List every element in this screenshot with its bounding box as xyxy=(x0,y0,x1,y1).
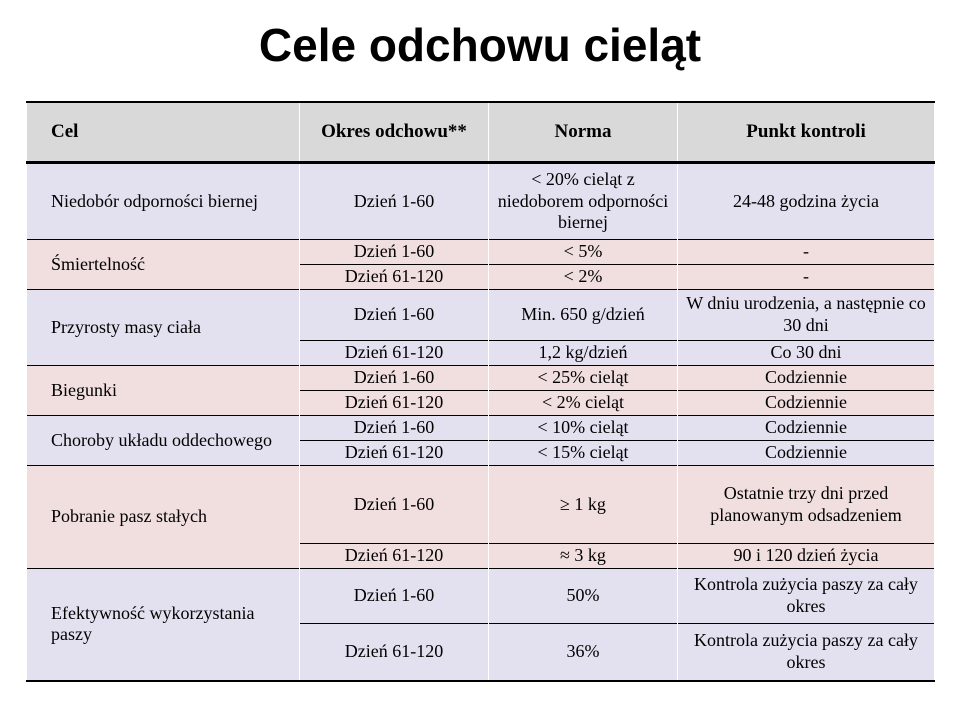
checkpoint-cell: Codziennie xyxy=(678,416,935,441)
period-cell: Dzień 61-120 xyxy=(300,265,489,290)
norm-cell: 1,2 kg/dzień xyxy=(489,341,678,366)
norm-cell: < 2% cieląt xyxy=(489,391,678,416)
norm-cell: < 5% xyxy=(489,240,678,265)
norm-cell: < 10% cieląt xyxy=(489,416,678,441)
header-norm: Norma xyxy=(489,102,678,163)
period-cell: Dzień 1-60 xyxy=(300,466,489,544)
header-checkpoint: Punkt kontroli xyxy=(678,102,935,163)
checkpoint-cell: Codziennie xyxy=(678,391,935,416)
checkpoint-cell: Codziennie xyxy=(678,366,935,391)
checkpoint-cell: 90 i 120 dzień życia xyxy=(678,544,935,569)
norm-cell: ≥ 1 kg xyxy=(489,466,678,544)
period-cell: Dzień 1-60 xyxy=(300,366,489,391)
checkpoint-cell: - xyxy=(678,240,935,265)
table-row xyxy=(27,569,935,624)
period-cell: Dzień 1-60 xyxy=(300,163,489,240)
period-cell: Dzień 61-120 xyxy=(300,624,489,681)
period-cell: Dzień 61-120 xyxy=(300,544,489,569)
period-cell: Dzień 1-60 xyxy=(300,416,489,441)
norm-cell: ≈ 3 kg xyxy=(489,544,678,569)
goal-cell: Przyrosty masy ciała xyxy=(27,290,300,366)
checkpoint-cell: Codziennie xyxy=(678,441,935,466)
checkpoint-cell: Kontrola zużycia paszy za cały okres xyxy=(678,624,935,681)
norm-cell: < 15% cieląt xyxy=(489,441,678,466)
table-row xyxy=(27,466,935,544)
table-row xyxy=(27,290,935,341)
norm-cell: Min. 650 g/dzień xyxy=(489,290,678,341)
norm-cell: < 2% xyxy=(489,265,678,290)
table-row xyxy=(27,416,935,441)
checkpoint-cell: W dniu urodzenia, a następnie co 30 dni xyxy=(678,290,935,341)
checkpoint-cell: Kontrola zużycia paszy za cały okres xyxy=(678,569,935,624)
period-cell: Dzień 61-120 xyxy=(300,391,489,416)
period-cell: Dzień 1-60 xyxy=(300,290,489,341)
table-row xyxy=(27,366,935,391)
norm-cell: 50% xyxy=(489,569,678,624)
period-cell: Dzień 61-120 xyxy=(300,441,489,466)
table-row xyxy=(27,163,935,240)
checkpoint-cell: - xyxy=(678,265,935,290)
goal-cell: Choroby układu oddechowego xyxy=(27,416,300,466)
goal-cell: Biegunki xyxy=(27,366,300,416)
period-cell: Dzień 1-60 xyxy=(300,240,489,265)
checkpoint-cell: 24-48 godzina życia xyxy=(678,163,935,240)
checkpoint-cell: Ostatnie trzy dni przed planowanym odsadzeniem xyxy=(678,466,935,544)
goals-table-container xyxy=(26,101,934,682)
page-title: Cele odchowu cieląt xyxy=(258,19,702,71)
norm-cell: < 25% cieląt xyxy=(489,366,678,391)
goal-cell: Śmiertelność xyxy=(27,240,300,290)
table-row xyxy=(27,240,935,265)
goal-cell: Pobranie pasz stałych xyxy=(27,466,300,569)
period-cell: Dzień 61-120 xyxy=(300,341,489,366)
header-row xyxy=(27,102,935,163)
header-period: Okres odchowu** xyxy=(300,102,489,163)
period-cell: Dzień 1-60 xyxy=(300,569,489,624)
goal-cell: Niedobór odporności biernej xyxy=(27,163,300,240)
goal-cell: Efektywność wykorzystania paszy xyxy=(27,569,300,681)
header-goal: Cel xyxy=(27,102,300,163)
norm-cell: < 20% cieląt z niedoborem odporności biernej xyxy=(489,163,678,240)
goals-table xyxy=(26,101,935,682)
norm-cell: 36% xyxy=(489,624,678,681)
checkpoint-cell: Co 30 dni xyxy=(678,341,935,366)
